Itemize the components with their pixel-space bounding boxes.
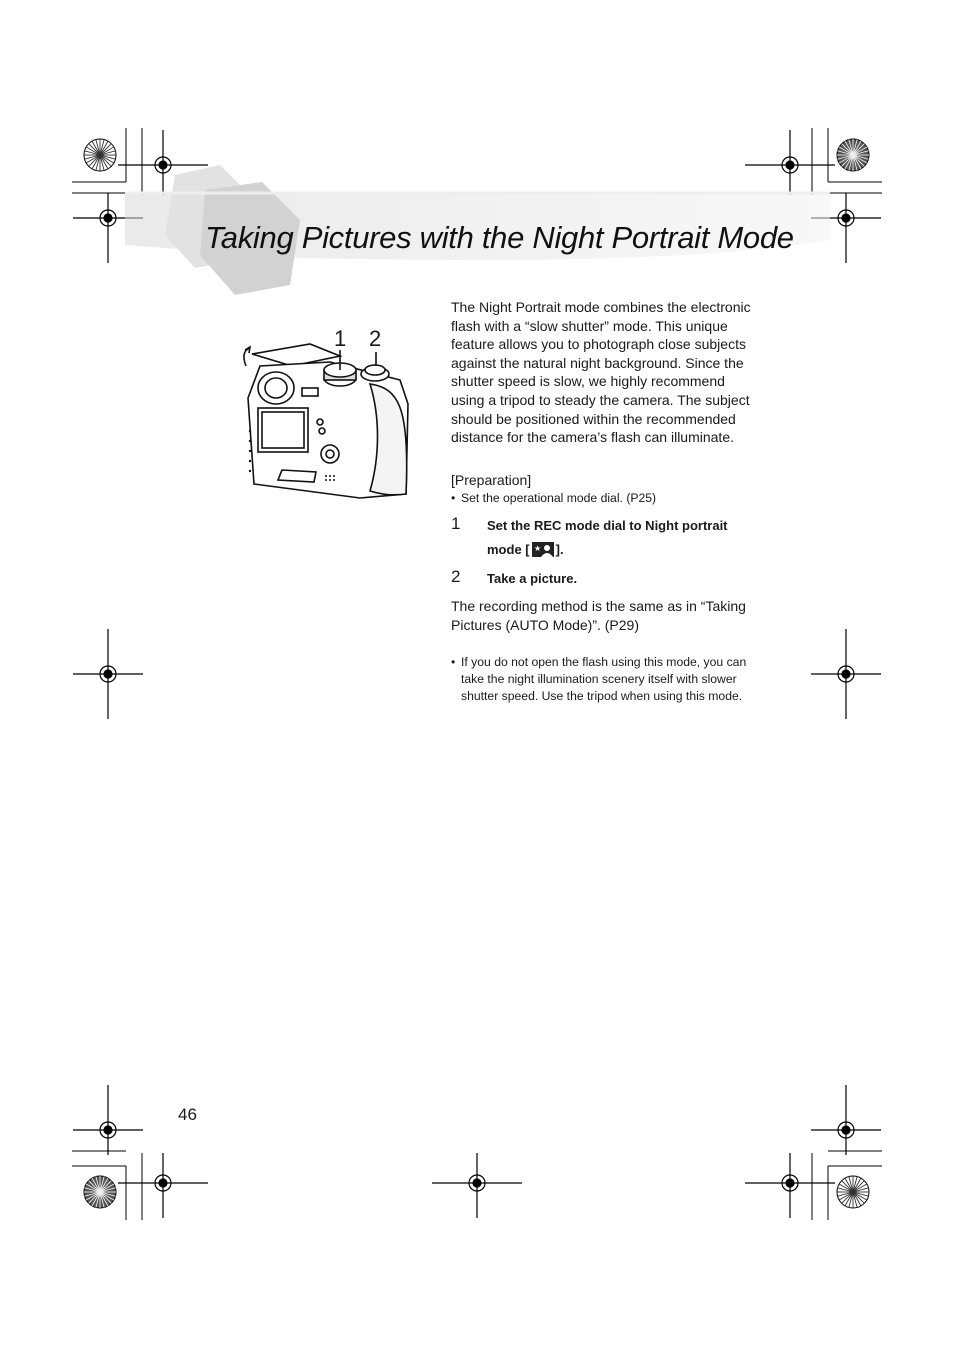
step-1-line-a: Set the REC mode dial to Night portrait	[487, 518, 728, 533]
title-band	[0, 0, 954, 310]
recording-note: The recording method is the same as in “Taking Pictures (AUTO Mode)”. (P29)	[451, 598, 746, 633]
step-1-suffix: ].	[555, 542, 564, 557]
svg-text:★: ★	[533, 544, 541, 553]
night-portrait-mode-icon	[532, 542, 554, 557]
preparation-bullet	[451, 490, 751, 507]
callout-1: 1	[334, 326, 347, 351]
preparation-bullet-text: Set the operational mode dial. (P25)	[461, 491, 657, 505]
step-1-number: 1	[451, 514, 461, 533]
page-number: 46	[178, 1105, 197, 1124]
intro-paragraph: The Night Portrait mode combines the electronic flash with a “slow shutter” mode. This unique feature allows you to photograph close subjects against the natural night background. Since the shutter speed is slow, we highly recommend using a tripod to steady the camera. The subject should be positioned within the recommended distance for the camera’s flash can illuminate.	[451, 299, 751, 446]
flash-note	[451, 654, 751, 705]
camera-illustration	[230, 326, 420, 516]
step-1-text	[487, 514, 757, 562]
callout-2: 2	[369, 326, 382, 351]
bullet-dot: •	[451, 655, 456, 669]
step-1-prefix: mode [	[487, 542, 530, 557]
page-title: Taking Pictures with the Night Portrait Mode	[205, 220, 794, 255]
step-2-text: Take a picture.	[487, 571, 578, 586]
step-2-number: 2	[451, 567, 461, 586]
registration-disc	[837, 1176, 869, 1208]
bullet-dot: •	[451, 491, 456, 505]
flash-note-text: If you do not open the flash using this mode, you can take the night illumination scenery itself with slower shutter speed. Use the tripod when using this mode.	[461, 655, 747, 703]
step-1-line-b	[487, 538, 757, 562]
preparation-label: [Preparation]	[451, 472, 532, 488]
registration-disc	[84, 1176, 116, 1208]
